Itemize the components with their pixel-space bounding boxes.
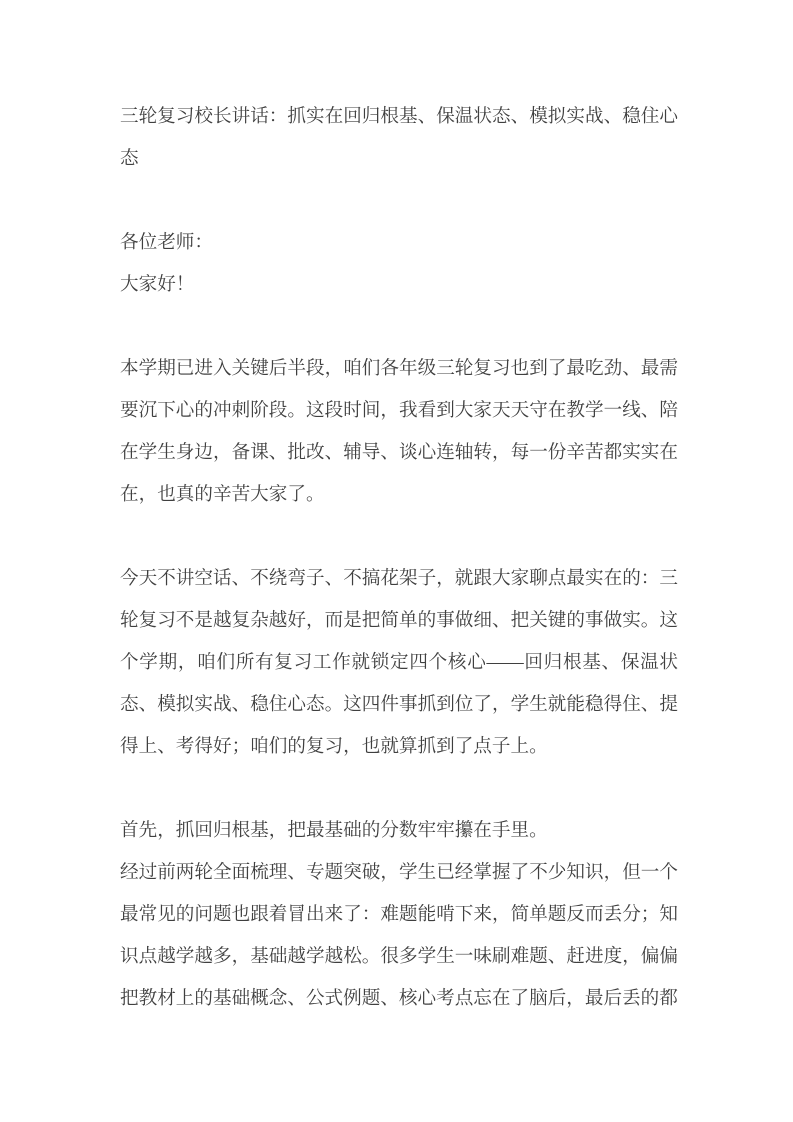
paragraph-intro: 本学期已进入关键后半段，咱们各年级三轮复习也到了最吃劲、最需要沉下心的冲刺阶段。这段时间，我看到大家天天守在教学一线、陪在学生身边，备课、批改、辅导、谈心连轴转，每一份辛苦都实实在在，也真的辛苦大家了。 — [120, 358, 678, 505]
section-first — [120, 810, 678, 1020]
document-title: 三轮复习校长讲话：抓实在回归根基、保温状态、模拟实战、稳住心态 — [120, 106, 678, 169]
section-first-heading: 首先，抓回归根基，把最基础的分数牢牢攥在手里。 — [120, 820, 548, 841]
greeting-line: 大家好！ — [120, 274, 195, 295]
section-first-body: 经过前两轮全面梳理、专题突破，学生已经掌握了不少知识，但一个最常见的问题也跟着冒出来了：难题能啃下来，简单题反而丢分；知识点越学越多，基础越学越松。很多学生一味刷难题、赶进度，偏偏把教材上的基础概念、公式例题、核心考点忘在了脑后，最后丢的都 — [120, 862, 678, 1009]
greeting-block — [120, 222, 678, 306]
salutation-line: 各位老师： — [120, 232, 213, 253]
paragraph-core-overview: 今天不讲空话、不绕弯子、不搞花架子，就跟大家聊点最实在的：三轮复习不是越复杂越好，而是把简单的事做细、把关键的事做实。这个学期，咱们所有复习工作就锁定四个核心——回归根基、保温状态、模拟实战、稳住心态。这四件事抓到位了，学生就能稳得住、提得上、考得好；咱们的复习，也就算抓到了点子上。 — [120, 568, 678, 757]
